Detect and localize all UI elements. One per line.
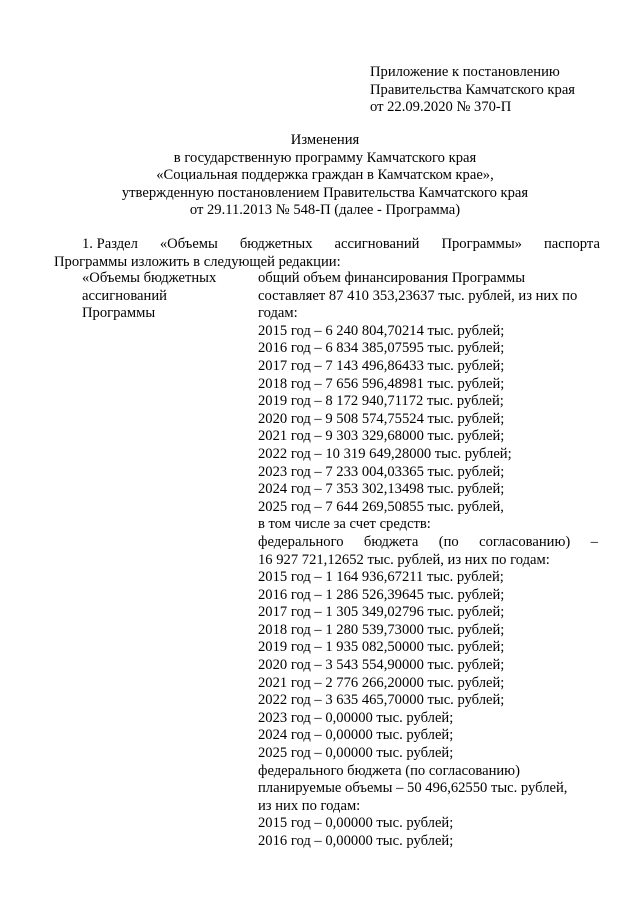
year-line: 2021 год – 2 776 266,20000 тыс. рублей; — [258, 674, 505, 691]
intro-word: «Объемы — [159, 236, 218, 252]
appendix-line: Приложение к постановлению — [370, 64, 560, 80]
year-line: 2016 год – 0,00000 тыс. рублей; — [258, 833, 454, 849]
year-line: 2019 год – 8 172 940,71172 тыс. рублей; — [258, 393, 504, 410]
year-line: 2019 год – 1 935 082,50000 тыс. рублей; — [258, 639, 505, 656]
year-line: 2023 год – 7 233 004,03365 тыс. рублей; — [258, 463, 505, 480]
year-line: 2020 год – 9 508 574,75524 тыс. рублей; — [258, 410, 505, 427]
year-line: 2024 год – 7 353 302,13498 тыс. рублей; — [258, 481, 505, 498]
federal-word: (по — [438, 533, 459, 550]
federal-word: согласованию) — [479, 533, 571, 550]
appendix-line: Правительства Камчатского края — [370, 81, 576, 98]
intro-word: Программы» — [441, 236, 522, 252]
year-line: 2025 год – 0,00000 тыс. рублей; — [258, 745, 454, 762]
appendix-line: от 22.09.2020 № 370-П — [370, 99, 512, 116]
title-line: в государственную программу Камчатского края — [173, 149, 477, 166]
appendix-header — [370, 64, 620, 117]
federal-line-2: 16 927 721,12652 тыс. рублей, из них по годам: — [258, 551, 550, 568]
document-title — [60, 132, 590, 220]
year-line: 2015 год – 0,00000 тыс. рублей; — [258, 815, 454, 832]
intro-word: ассигнований — [334, 236, 420, 252]
year-line: 2016 год – 1 286 526,39645 тыс. рублей; — [258, 586, 505, 603]
year-line: 2018 год – 7 656 596,48981 тыс. рублей; — [258, 375, 505, 392]
year-line: 2022 год – 10 319 649,28000 тыс. рублей; — [258, 445, 512, 462]
title-line: «Социальная поддержка граждан в Камчатском крае», — [156, 167, 494, 184]
total-line: общий объем финансирования Программы — [258, 270, 526, 286]
year-line: 2025 год – 7 644 269,50855 тыс. рублей, — [258, 498, 504, 515]
intro-word: 1. Раздел — [82, 236, 138, 252]
year-line: 2021 год – 9 303 329,68000 тыс. рублей; — [258, 428, 505, 445]
year-line: 2016 год – 6 834 385,07595 тыс. рублей; — [258, 340, 505, 357]
total-line: годам: — [258, 305, 298, 322]
title-line: Изменения — [290, 132, 360, 148]
title-line: утвержденную постановлением Правительства Камчатского края — [121, 184, 529, 201]
intro-word: паспорта — [543, 236, 600, 252]
left-cell-line: Программы — [82, 305, 156, 322]
federal-word: – — [590, 533, 598, 550]
year-line: 2017 год – 7 143 496,86433 тыс. рублей; — [258, 357, 505, 374]
table-left-cell — [82, 270, 252, 323]
year-line: 2015 год – 6 240 804,70214 тыс. рублей; — [258, 322, 505, 339]
year-line: 2022 год – 3 635 465,70000 тыс. рублей; — [258, 692, 505, 709]
intro-word: бюджетных — [239, 236, 313, 252]
year-line: 2020 год – 3 543 554,90000 тыс. рублей; — [258, 657, 505, 674]
intro-line-1 — [54, 236, 600, 254]
left-cell-line: ассигнований — [82, 287, 167, 304]
planned-line: планируемые объемы – 50 496,62550 тыс. рублей, — [258, 780, 568, 797]
left-cell-line: «Объемы бюджетных — [82, 270, 217, 286]
intro-paragraph — [54, 236, 600, 271]
year-line: 2024 год – 0,00000 тыс. рублей; — [258, 727, 454, 744]
planned-line: из них по годам: — [258, 797, 361, 814]
federal-word: бюджета — [363, 533, 419, 550]
planned-line: федерального бюджета (по согласованию) — [258, 762, 520, 779]
intro-line-2: Программы изложить в следующей редакции: — [54, 253, 341, 270]
federal-line-1 — [258, 534, 598, 552]
year-line: 2023 год – 0,00000 тыс. рублей; — [258, 709, 454, 726]
total-line: составляет 87 410 353,23637 тыс. рублей, из них по — [258, 287, 578, 304]
table-right-cell — [258, 270, 598, 851]
including-line: в том числе за счет средств: — [258, 516, 431, 533]
year-line: 2017 год – 1 305 349,02796 тыс. рублей; — [258, 604, 505, 621]
title-line: от 29.11.2013 № 548-П (далее - Программа) — [189, 202, 461, 219]
year-line: 2018 год – 1 280 539,73000 тыс. рублей; — [258, 621, 505, 638]
federal-word: федерального — [258, 533, 344, 550]
year-line: 2015 год – 1 164 936,67211 тыс. рублей; — [258, 569, 504, 586]
